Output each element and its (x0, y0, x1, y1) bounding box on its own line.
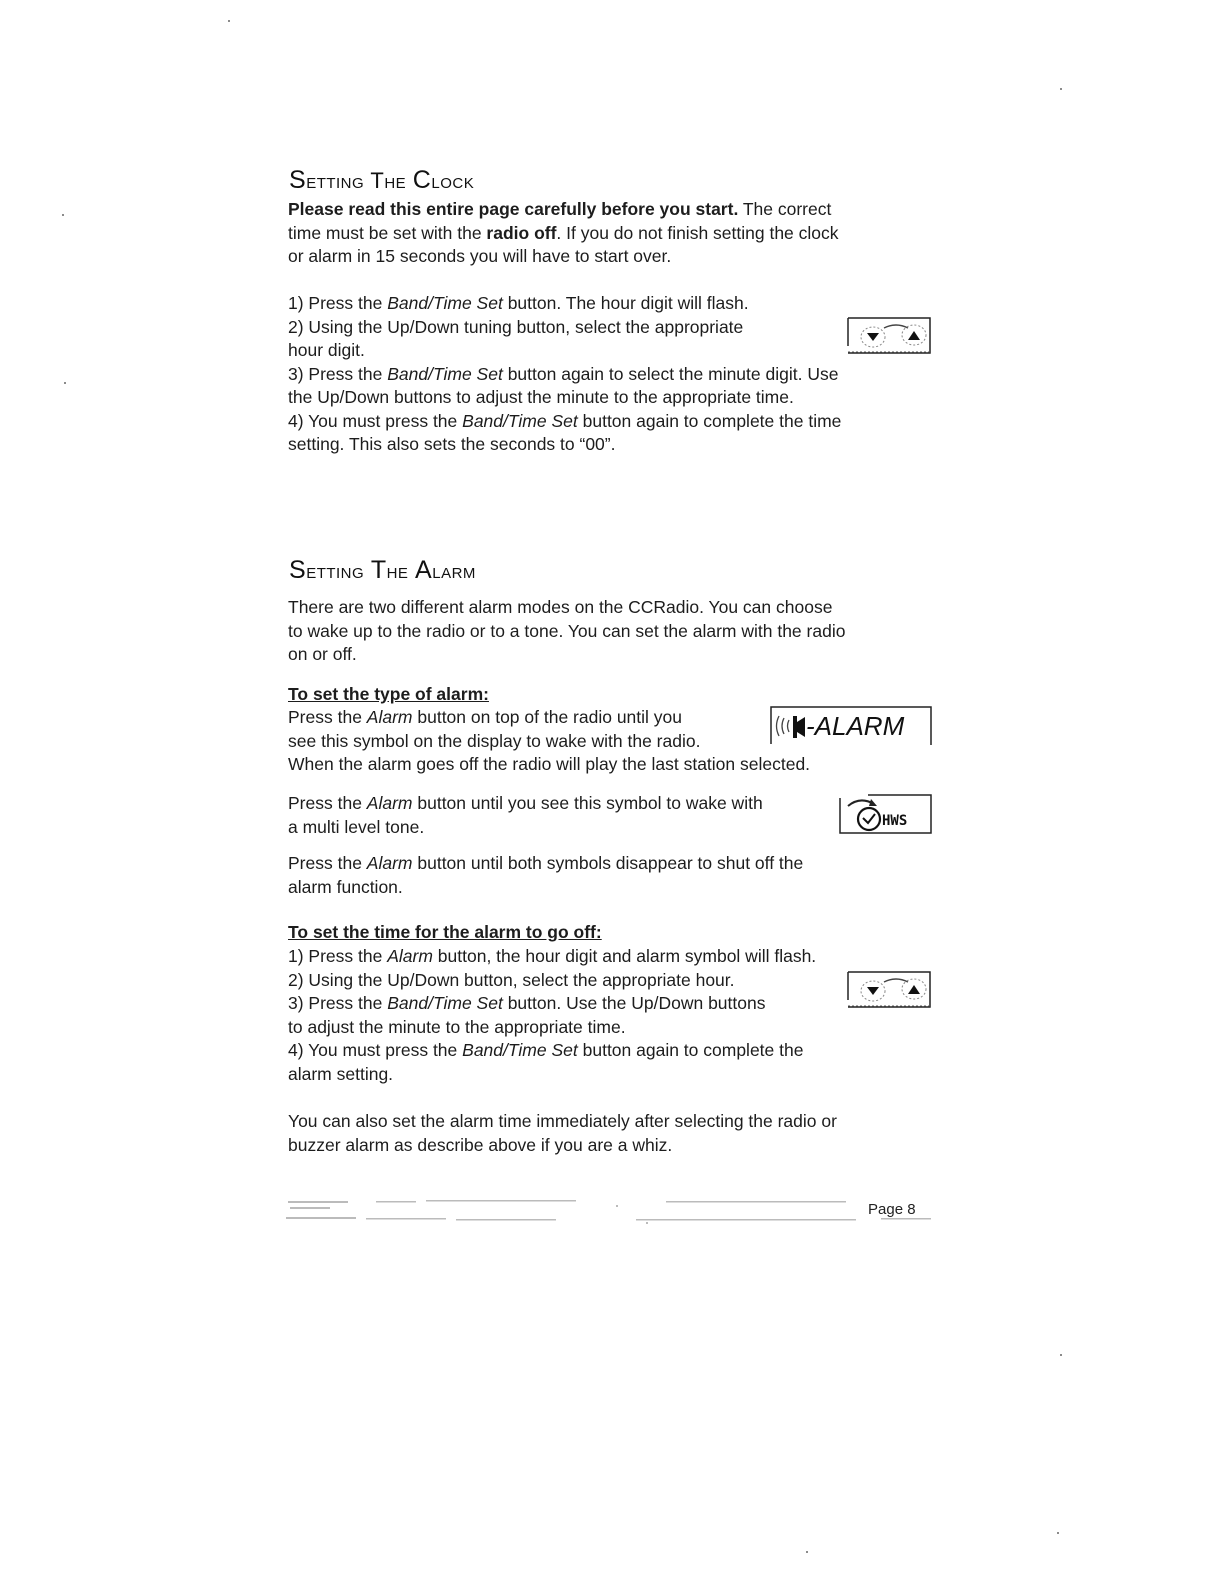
clock-intro-line-2 (288, 222, 928, 246)
bold-radio-off: radio off (486, 222, 557, 243)
scan-speck (1060, 1354, 1062, 1356)
scan-speck (806, 1551, 808, 1553)
text: button again to complete the (577, 1040, 804, 1060)
clock-step-1 (288, 292, 928, 316)
alarm-section-heading: Setting The Alarm (289, 556, 476, 584)
text: button. Use the Up/Down buttons (502, 993, 766, 1013)
text: button again to complete the time (577, 410, 842, 431)
scan-speck (1057, 1532, 1059, 1534)
button-name: Band/Time Set (462, 410, 578, 431)
text: Press the (288, 707, 367, 727)
radio-alarm-icon-label: -ALARM (806, 711, 905, 741)
text: . If you do not finish setting the clock (556, 222, 839, 243)
alarm-step-3 (288, 992, 928, 1016)
whiz-note (288, 1110, 928, 1157)
radio-alarm-icon (770, 706, 932, 746)
text: button, the hour digit and alarm symbol will flash. (432, 946, 817, 966)
clock-step-2: 2) Using the Up/Down tuning button, select the appropriate (288, 316, 744, 337)
alarm-intro-line-2: to wake up to the radio or to a tone. You can set the alarm with the radio (288, 620, 846, 641)
text: button on top of the radio until you (412, 707, 682, 727)
up-down-buttons-icon-2 (846, 970, 932, 1008)
button-name: Alarm (366, 707, 413, 727)
alarm-time-steps (288, 945, 928, 1086)
whiz-line-1: You can also set the alarm time immediately after selecting the radio or (288, 1111, 837, 1131)
alarm-step-4 (288, 1039, 928, 1063)
button-name: Band/Time Set (387, 363, 503, 384)
clock-intro (288, 198, 928, 269)
clock-section-heading (289, 166, 474, 195)
alarm-type-heading: To set the type of alarm: (288, 684, 489, 704)
tone-alarm-icon (838, 794, 932, 834)
alarm-step-3-cont: to adjust the minute to the appropriate time. (288, 1016, 626, 1037)
text: button again to select the minute digit. Use (502, 363, 839, 384)
button-name: Alarm (366, 793, 413, 813)
text: time must be set with the (288, 222, 487, 243)
text: button. The hour digit will flash. (502, 293, 749, 313)
heading-text: etting The (306, 168, 413, 193)
page-number: Page 8 (868, 1201, 916, 1218)
heading-text: lock (431, 168, 475, 193)
alarm-intro (288, 596, 928, 667)
button-name: Alarm (366, 853, 413, 873)
text: Press the (288, 793, 367, 813)
alarm-intro-line-3: on or off. (288, 644, 357, 664)
clock-intro-line-3: or alarm in 15 seconds you will have to start over. (288, 246, 672, 266)
button-name: Alarm (387, 946, 433, 966)
button-name: Band/Time Set (387, 993, 503, 1013)
alarm-off-instructions (288, 852, 928, 899)
whiz-line-2: buzzer alarm as describe above if you are a whiz. (288, 1134, 673, 1155)
text: button until you see this symbol to wake with (412, 793, 763, 813)
alarm-step-4-cont: alarm setting. (288, 1063, 394, 1084)
text: 4) You must press the (288, 410, 463, 431)
scan-speck (228, 20, 230, 22)
tone-line-1 (288, 792, 928, 816)
tone-alarm-icon-label: HWS (882, 813, 908, 829)
text: The correct (738, 199, 832, 219)
scan-speck (62, 214, 64, 216)
footer-scan-noise (286, 1197, 936, 1227)
clock-intro-line-1 (288, 198, 928, 222)
heading-initial: C (412, 166, 432, 194)
scan-speck (1060, 88, 1062, 90)
tone-line-2: a multi level tone. (288, 816, 425, 837)
clock-step-2-cont: hour digit. (288, 340, 365, 360)
radio-line-3: When the alarm goes off the radio will play the last station selected. (288, 754, 811, 774)
off-line-1 (288, 852, 928, 876)
text: 3) Press the (288, 993, 388, 1013)
heading-initial: S (289, 166, 307, 194)
scan-speck (64, 382, 66, 384)
alarm-step-1 (288, 945, 928, 969)
alarm-intro-line-1: There are two different alarm modes on the CCRadio. You can choose (288, 597, 833, 617)
text: 1) Press the (288, 293, 388, 313)
button-name: Band/Time Set (387, 293, 503, 313)
tone-alarm-instructions (288, 792, 928, 839)
up-down-buttons-icon (846, 316, 932, 354)
text: Press the (288, 853, 367, 873)
clock-step-3-cont: the Up/Down buttons to adjust the minute to the appropriate time. (288, 387, 794, 407)
alarm-step-2: 2) Using the Up/Down button, select the appropriate hour. (288, 969, 735, 990)
clock-steps (288, 292, 928, 457)
clock-step-4 (288, 410, 928, 434)
button-name: Band/Time Set (462, 1040, 578, 1060)
text: 1) Press the (288, 946, 388, 966)
off-line-2: alarm function. (288, 876, 403, 897)
text: button until both symbols disappear to shut off the (412, 853, 804, 873)
text: 4) You must press the (288, 1040, 463, 1060)
text: 3) Press the (288, 363, 388, 384)
radio-line-2: see this symbol on the display to wake with the radio. (288, 730, 701, 751)
alarm-time-heading: To set the time for the alarm to go off: (288, 922, 602, 942)
clock-step-4-cont: setting. This also sets the seconds to “00”. (288, 434, 616, 454)
bold-warning: Please read this entire page carefully before you start. (288, 199, 739, 219)
clock-step-3 (288, 363, 928, 387)
